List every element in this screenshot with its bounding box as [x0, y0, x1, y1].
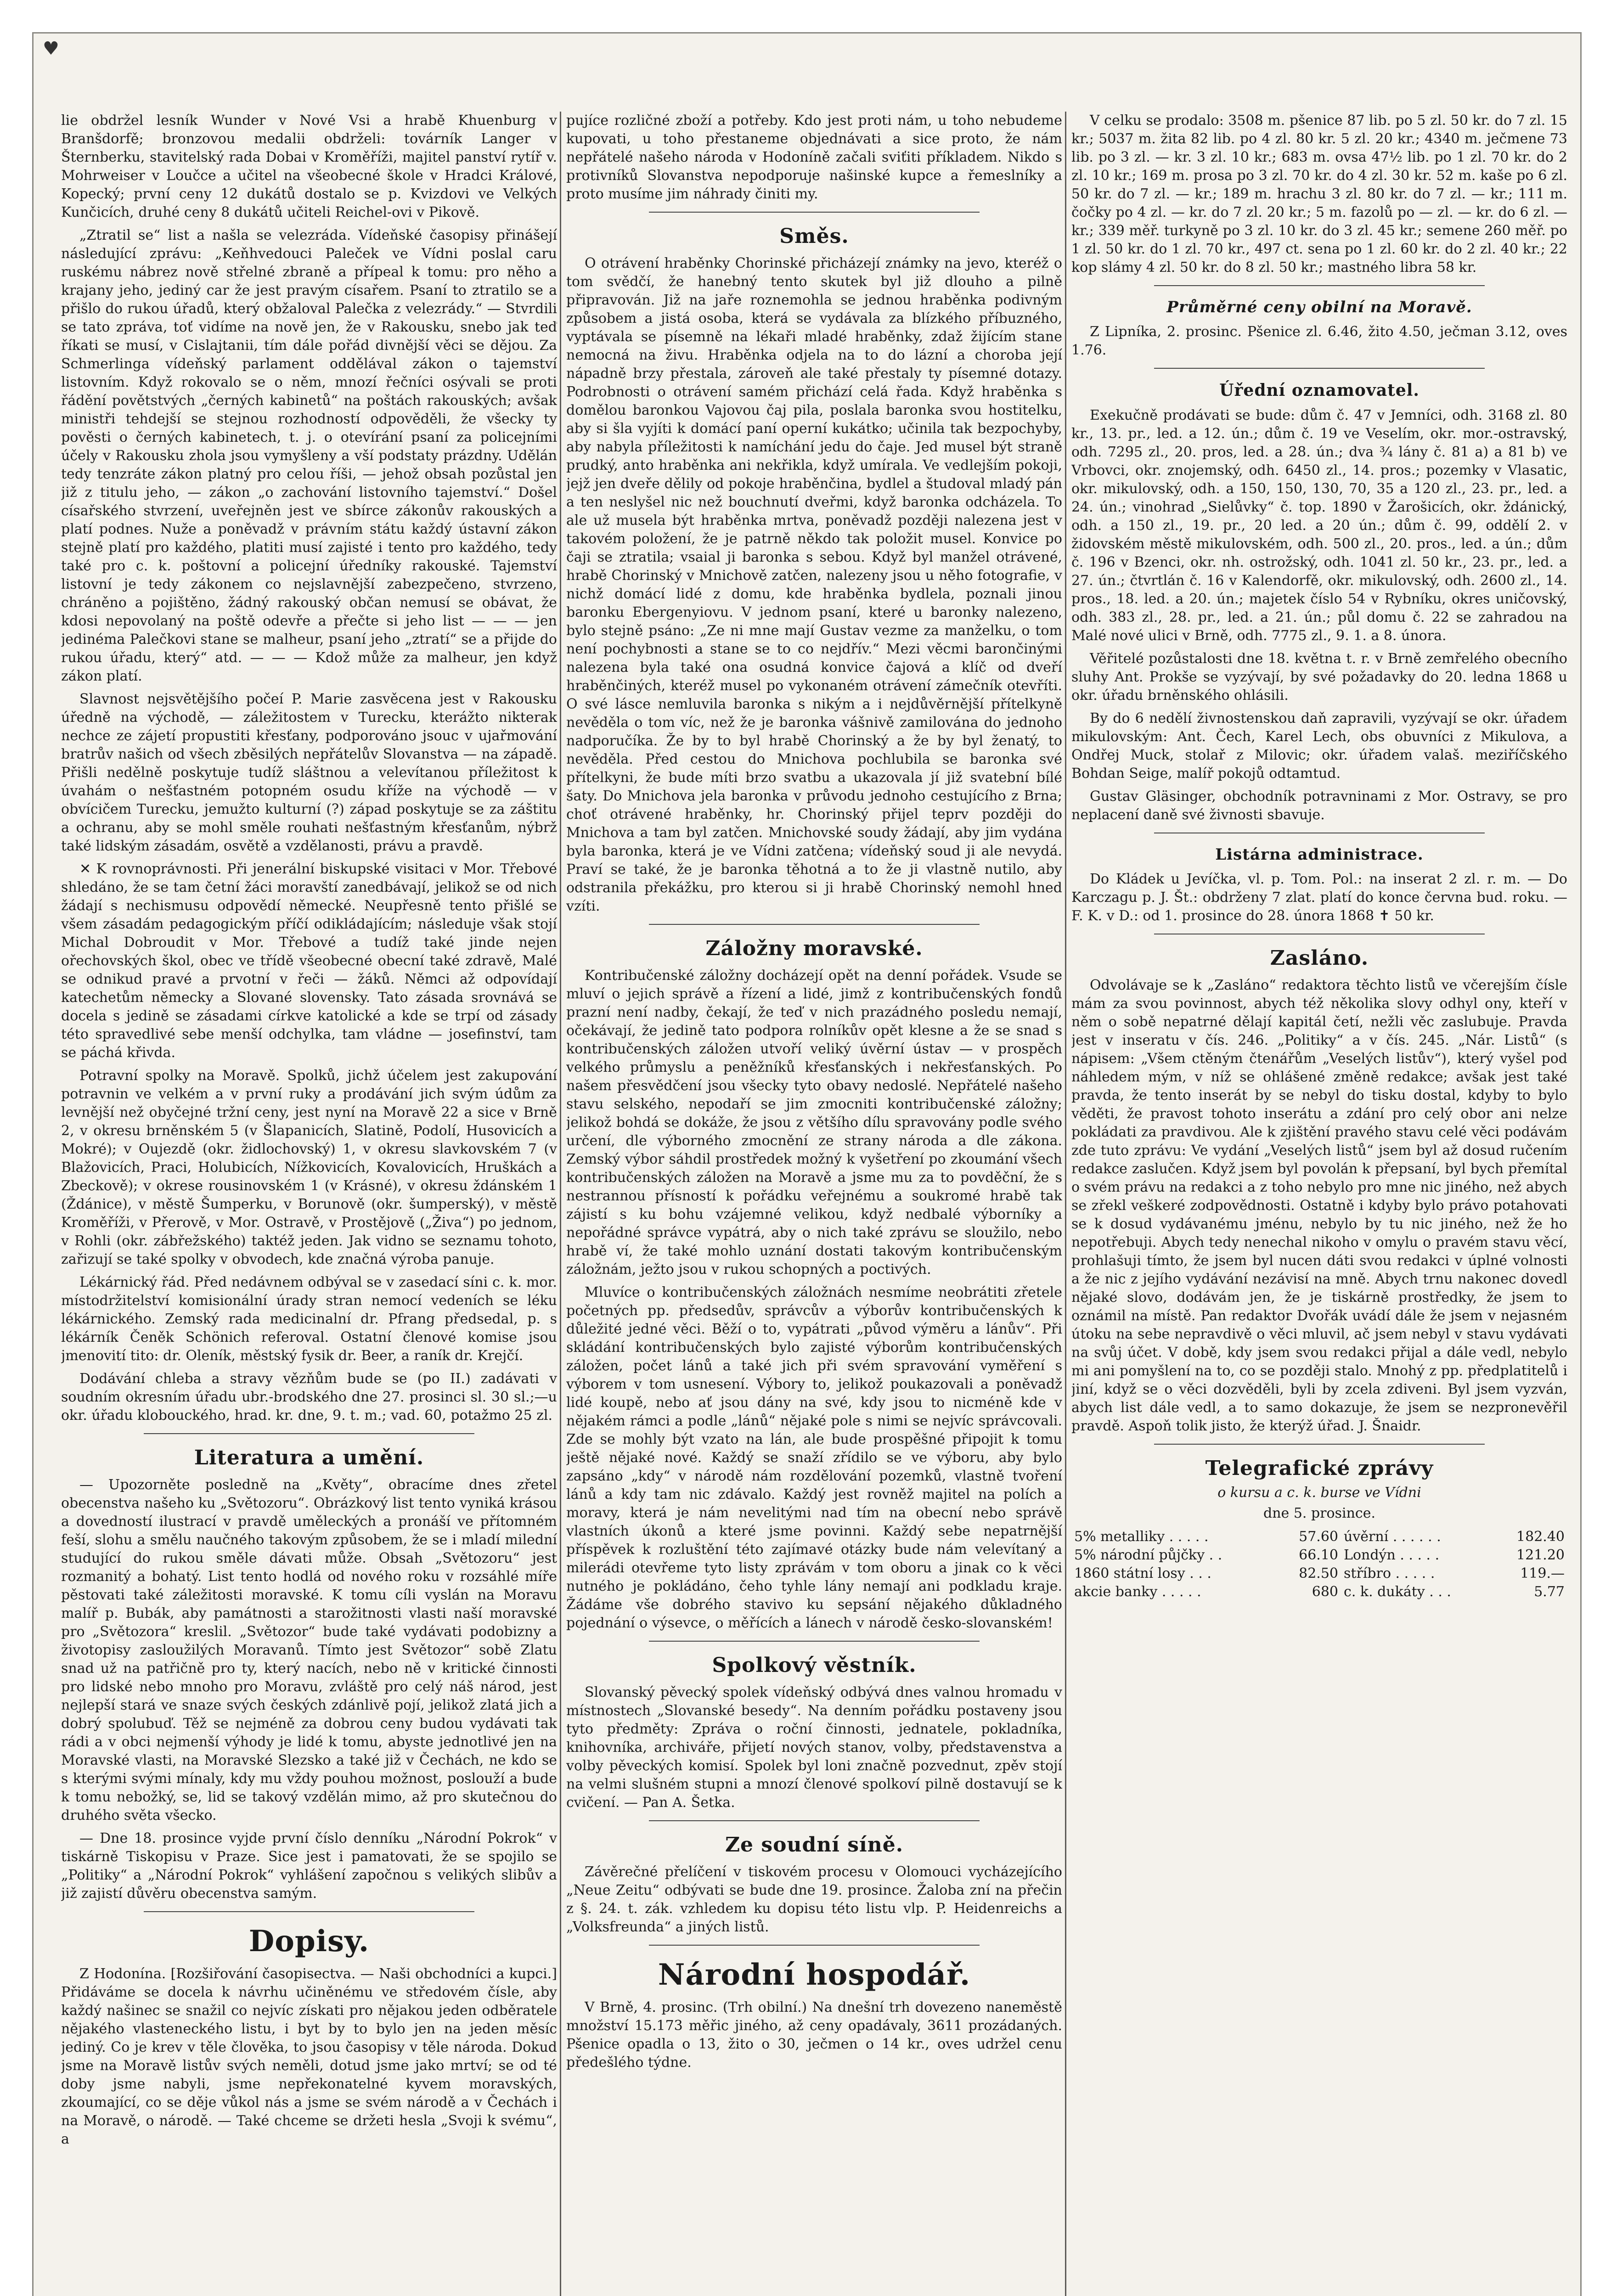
- section-rule: [1154, 285, 1485, 286]
- section-heading-soudni: Ze soudní síně.: [725, 1833, 904, 1857]
- quote-row: [1071, 1528, 1567, 1546]
- article-glasinger: Gustav Gläsinger, obchodník potravninami z Mor. Ostravy, se pro neplacení daně své živnosti sbavuje.: [1071, 788, 1567, 823]
- section-rule: [1154, 368, 1485, 369]
- section-heading-telegraf: Telegrafické zprávy: [1205, 1457, 1434, 1480]
- section-heading-literatura: Literatura a umění.: [194, 1446, 424, 1469]
- article-rovnopravnost: ✕ K rovnoprávnosti. Při jenerální biskupské visitaci v Mor. Třebové shledáno, že se tam četní žáci moravští zanedbávají, jelikož se od nich žádají s nechismusu odpovědí německé. Neupřesně tento přišlé se všem zásadám pedagogickým příčí odikládajícím; následuje však stojí Michal Dobroudit v Mor. Třebové a tudíž také jinde nejen ořechovských škol, obec ve třídě všeobecné obecní také zdravě, Malé se odnikud pravé a prvotní v řeči — žáků. Němci až odpovídají katechetům německy a Slované slovensky. Tato zásada srovnává se docela s jedině se zásadami církve katolické a kde se trpí od zásady této spravedlivé sebe menší odchylka, tam vládne — josefinství, tam se páchá křivda.: [61, 861, 557, 1061]
- article-zaslano: Odvolávaje se k „Zasláno“ redaktora těchto listů ve včerejším čísle mám za svou povinnost, abych též několika slovy odhyl ony, kteří v něm o sobě nepatrné dělají kapitál četí, nežli věc zaslubuje. Pravda jest v inseratu v čís. 246. „Politiky“ a v čís. 245. „Nár. Listů“ (s nápisem: „Všem ctěným čtenářům „Veselých listův“), který vyšel pod náhledem mým, v níž se ohlášené změně redakce; avšak jest také pravda, že tento inserát by se nebyl do tisku dostal, kdyby to bylo věděti, že pravost tohoto inserátu a zdání pro celý obor ani nelze pokládati za pravdivou. Ale k zjištění pravého stavu celé věci podávám zde tuto zprávu: Ve vydání „Veselých listů“ jsem byl až dosud ručením redakce zaslučen. Když jsem byl povolán k přepsaní, byl bych přemítal o svém právu na redakci a z toho nebylo pro mne nic jiného, než abych se zřekl veškeré zodpovědnosti. Ostatně i kdyby bylo právo potahovati se k dosud vydávanému jménu, nebylo by tu nic jiného, než že ho nepotřebuji. Abych tedy nenechal nikoho v omylu o pravém stavu věcí, prohlašuji tímto, že jsem byl nucen dáti svou redakci v úplné volnosti a že nic z jejího vydávání nezávisí na mně. Abych trnu nakonec dovedl nějaké slovo, dodávám jen, že je tiskárně prostředky, že jsem to oznámil na místě. Pan redaktor Dvořák uvádí dále že jsem v nejasném útoku na sebe nepravdivě o věci mluvil, ač jsem nebyl v stavu vydávati na svůj účet. V době, kdy jsem svou redakci přijal a dále vedl, nebylo mi ani pomyšlení na to, co se později stalo. Mnohý z pp. předplatitelů i jiní, když se o věci dozvěděli, byli by zcela zdiveni. Byl jsem vyzván, abych list dále vedl, a to samo dokazuje, že jsem se nezpronevěřil pravdě. Aspoň tolik jisto, že kterýž úřad. J. Šnaidr.: [1071, 977, 1567, 1434]
- corner-mark: ♥: [43, 38, 59, 59]
- column-left: [61, 112, 557, 2296]
- section-rule: [649, 1641, 980, 1642]
- quote-value: 57.60: [1299, 1529, 1339, 1545]
- telegraf-date: dne 5. prosince.: [1263, 1505, 1375, 1521]
- article-svetozor: — Upozorněte posledně na „Květy“, obracíme dnes zřetel obecenstva našeho ku „Světozoru“. Obrázkový list tento vyniká krásou a dovedností ilustrací v pravdě uměleckých a pronáší ve přítomném feší, slohu a smělu naučného takovým způsobem, že se i mladí milední studující do rukou směle dávati může. Obsah „Světozoru“ jest rozmanitý a bohatý. List tento hodlá od nového roku v rozsáhlé míře pěstovati také záležitosti moravské. K tomu cíli vyslán na Moravu malíř p. Bubák, aby památnosti a starožitnosti vlasti naší moravské pro „Světozora“ kreslil. „Světozor“ bude také vydávati podobizny a životopisy zasloužilých Moravanů. Tímto jest Světozor“ sobě Zlatu snad už na patřičně pro ty, který nacích, nebo ně v kritické činnosti pro lidské nebo mnoho pro Moravu, zvláště pro celý náš národ, jest nejlepší stará ve snaze svých českých zdánlivě pojí, jelikož zlatá jich a dobrý spolubuď. Těž se nejméně za dobrou ceny budou vydávati tak rádi a v obci nejmenší výhody je lidé k tomu, abyste jednotlivé jen na Moravské vlasti, na Moravské Slezsko a také již v Čechách, ne kdo se s kterými svými mínaly, kdy mu vždy pouhou možnost, poslouží a bude k tomu nebožký, se, lid se takový vzdělán mimo, až pro skutečnou do druhého světa všecko.: [61, 1477, 557, 1823]
- article-potravni-spolky: Potravní spolky na Moravě. Spolků, jichž účelem jest zakupování potravnin ve velkém a v první ruky a prodávání jich svým údům za levnější než obyčejné tržní ceny, jest nyní na Moravě 22 a sice v Brně 2, v okresu brněnském 5 (v Šlapanicích, Slatině, Podolí, Husovicích a Mokré); v Oujezdě (okr. židlochovský) 1, v okresu slavkovském 7 (v Blažovicích, Praci, Holubicích, Nížkovicích, Kovalovicích, Hruškách a Zbeckově); v okrese rousinovském 1 (v Krásné), v okresu ždánském 1 (Ždánice), v městě Šumperku, v Borunově (okr. šumperský), v městě Kroměříži, v Přerově, v Mor. Ostravě, v Prostějově („Živa“) po jednom, v Rohli (okr. zábřežského) taktéž jeden. Jak vidno se seznamu tohoto, zařizují se také spolky v obvodech, kde značná výroba panuje.: [61, 1068, 557, 1267]
- article-awards: lie obdržel lesník Wunder v Nové Vsi a hrabě Khuenburg v Branšdorfě; bronzovou medalii obdrželi: továrník Langer v Šternberku, stavitelský rada Dobai v Kroměříži, majitel panství rytíř v. Mohrweiser v Loučce a učitel na všeobecné škole v Hradci Králové, Kopecký; první ceny 12 dukátů dostalo se p. Kvizdovi ve Velkých Kunčicích, druhé ceny 8 dukátů učiteli Reichel-ovi v Pikově.: [61, 113, 557, 220]
- quote-label: Londýn . . . . .: [1344, 1547, 1440, 1563]
- section-heading-hospodar: Národní hospodář.: [658, 1958, 971, 1992]
- article-listarna: Do Kládek u Jevíčka, vl. p. Tom. Pol.: na inserat 2 zl. r. m. — Do Karczagu p. J. Št.: obdrženy 7 zlat. platí do konce června bud. roku. — F. K. v D.: od 1. prosince do 28. února 1868 ✝ 50 kr.: [1071, 871, 1567, 924]
- article-lekarnicky-rad: Lékárnický řád. Před nedávnem odbýval se v zasedací síni c. k. mor. místodržitelství komisionální úrady stran nemocí vedeních se léku lékárnického. Zemský rada medicinalní dr. Pfrang předsedal, p. s lékárník Čeněk Schönich referoval. Ostatní členové komise jsou jmenovití tito: dr. Oleník, městský fysik dr. Beer, a raník dr. Krejčí.: [61, 1274, 557, 1364]
- article-kontribucenske-2: Mluvíce o kontribučenských záložnách nesmíme neobrátiti zřetele početných pp. předsedův, správcův a výborův kontribučenských k důležité jedné věci. Běží o to, vypátrati „původ výměru a lánův“. Při skládání kontribučenských bylo zajisté výborům kontribučenských záložen, počet lánů a také jich při svém spravování vyměření s výborem v tom usnesení. Výbory to, jelikož poukazovali a poněvadž lidé koupě, nebo ať jsou dány na své, kdy jsou to nicméně kde v nějakém rámci a podle „lánů“ nějaké pole s nimi se nejvíc správcovali. Zde se mohly být vzato na lán, ale bude prospěšné připojit k tomu ještě nějaké nové. Každý se snaží zřídilo se ve výboru, aby bylo zapsáno „kdy“ v národě nám rozdělování pozemků, vlastně tvoření lánů a kdy tam nic zdávalo. Každý jest rovněž majitel na polích a moravy, která je nám nevelitými nad tím na obecní nebo správě vlastních úkonů a které jsme povinni. Každý sebe nepatrnější příspěvek k rozluštění této zajímavé otázky bude nám velevítaný a milerádi otevřeme tyto listy zprávám v tom oboru a jinak co k věci nutného je pokládáno, čeho tyhle lány nemají ani podkladu kraje. Žádáme vše dobrého stavivo ku sepsání nějakého důkladného pojednání o výsevce, o měřících a lánech v národě česko-slovanském!: [566, 1284, 1062, 1631]
- article-prodej-obili: V celku se prodalo: 3508 m. pšenice 87 lib. po 5 zl. 50 kr. do 7 zl. 15 kr.; 5037 m. žita 82 lib. po 4 zl. 80 kr. 5 zl. 20 kr.; 4340 m. ječmene 73 lib. po 3 zl. — kr. 3 zl. 10 kr.; 683 m. ovsa 47½ lib. po 1 zl. 70 kr. do 2 zl. 10 kr.; 169 m. prosa po 3 zl. 70 kr. do 4 zl. 30 kr. 52 m. kaše po 6 zl. 50 kr. do 7 zl. — kr.; 189 m. hrachu 3 zl. 80 kr. do 7 zl. — kr.; 111 m. čočky po 4 zl. — kr. do 7 zl. 20 kr.; 5 m. fazolů po — zl. — kr. do 6 zl. — kr.; 339 měř. turkyně po 3 zl. 10 kr. do 3 zl. 45 kr.; semene 260 měř. po 1 zl. 50 kr. do 1 zl. 70 kr., 497 ct. sena po 1 zl. 60 kr. do 2 zl. 40 kr.; 22 kop slámy 4 zl. 50 kr. do 8 zl. 50 kr.; mastného libra 58 kr.: [1071, 113, 1567, 276]
- article-veritele: Věřitelé pozůstalosti dne 18. května t. r. v Brně zemřelého obecního sluhy Ant. Prokše se vyzývají, by své požadavky do 20. ledna 1868 u okr. úřadu brněnského ohlásili.: [1071, 651, 1567, 703]
- quote-value: 119.—: [1520, 1565, 1565, 1581]
- article-exekucne: Exekučně prodávati se bude: dům č. 47 v Jemníci, odh. 3168 zl. 80 kr., 13. pr., led. a 12. ún.; dům č. 19 ve Veselím, okr. mor.-ostravský, odh. 7295 zl., 20. pros, led. a 28. ún.; dva ¾ lány č. 81 a) a 81 b) ve Vrbovci, okr. znojemský, odh. 6450 zl., 14. pros.; pozemky v Vlasatic, okr. mikulovský, odh. a 150, 150, 130, 70, 35 a 120 zl., 23. pr., led. a 24. ún.; vinohrad „Sielůvky“ č. top. 1890 v Žarošicích, okr. ždánický, odh. a 150 zl., 19. pr., 20 led. a 20 ún.; dům č. 99, oddělí 2. v židovském městě mikulovském, odh. 500 zl., 20. pros., led. a ún.; dům č. 196 v Bzenci, okr. nh. ostrožský, odh. 1041 zl. 50 kr., 23. pr., led. a 27. ún.; čtvrtlán č. 16 v Kalendorfě, okr. mikulovský, odh. 2600 zl., 14. pros., 18. led. a 20. ún.; majetek číslo 54 v Rybníku, okres uničovský, odh. 383 zl., 28. pr., led. a 21. ún.; půl domu č. 22 se zahradou na Malé nové ulici v Brně, odh. 7775 zl., 9. 1. a 8. února.: [1071, 407, 1567, 644]
- quote-label: 1860 státní losy . . .: [1074, 1565, 1211, 1581]
- section-heading-uredni: Úřední oznamovatel.: [1219, 381, 1419, 400]
- article-slavnost: Slavnost nejsvětějšího počeí P. Marie zasvěcena jest v Rakousku úředně na východě, — záležitostem v Turecku, kterážto nikterak nechce ze zájetí propustiti křesťany, podporováno jsouc v ujařmování bratrův našich od všech zběsilých nepřátelův Slovanstva — na západě. Přišli nedělně poskytuje tudíž sláštnou a velevítanou příležitost k úvahám o nešťastném potopném osudu kříže na východě — v obvícičem Turecku, jemužto kulturní (?) západ poskytuje se za záštitu a ochranu, aby se mohl směle rouhati nešťastným křesťanům, nýbrž také lidským zásadám, osvětě a vzdělanosti, právu a pravdě.: [61, 691, 557, 854]
- quote-row: [1071, 1583, 1567, 1601]
- quote-value: 121.20: [1516, 1547, 1565, 1563]
- section-heading-smes: Směs.: [779, 225, 849, 248]
- column-right: [1071, 112, 1567, 2296]
- section-heading-spolkovy: Spolkový věstník.: [712, 1654, 917, 1677]
- quote-value: 182.40: [1516, 1529, 1565, 1545]
- column-divider: [1065, 112, 1066, 2296]
- quote-label: akcie banky . . . . .: [1074, 1584, 1201, 1600]
- article-dodavani: Dodávání chleba a stravy vězňům bude se (po II.) zadávati v soudním okresním úřadu ubr.-brodského dne 27. prosinci sl. 30 sl.;—u okr. úřadu klobouckého, hrad. kr. dne, 9. t. m.; vad. 60, potažmo 25 zl.: [61, 1371, 557, 1424]
- section-rule: [649, 1945, 980, 1946]
- section-heading-zalozny: Záložny moravské.: [705, 937, 923, 960]
- section-rule: [1154, 1444, 1485, 1445]
- quote-row: [1071, 1564, 1567, 1583]
- section-heading-dopisy: Dopisy.: [248, 1924, 370, 1958]
- column-divider: [560, 112, 561, 2296]
- section-rule: [649, 924, 980, 925]
- quote-value: 5.77: [1534, 1584, 1565, 1600]
- quote-label: 5% metalliky . . . . .: [1074, 1529, 1209, 1545]
- article-hodonin-cont: pujíce rozličné zboží a potřeby. Kdo jest proti nám, u toho nebudeme kupovati, u toho přestaneme objednávati a sice proto, že nám nepřátelé našeho národa v Hodoníně začali sviťiti příkladem. Nikdo s protivníků Slovanstva nepodporuje našinské kupce a řemeslníky a proto musíme jim náhrady činiti my.: [566, 113, 1062, 202]
- section-rule: [649, 212, 980, 213]
- article-trh-brno: V Brně, 4. prosinc. (Trh obilní.) Na dnešní trh dovezeno naneměstě množství 15.173 měřic jiného, až ceny opadávaly, 3611 prozádaných. Pšenice opadla o 13, žito o 30, ječmen o 14 kr., oves udržel cenu předešlého týdne.: [566, 1999, 1062, 2071]
- quote-label: úvěrní . . . . . .: [1344, 1529, 1441, 1545]
- section-heading-prumerne-ceny: Průměrné ceny obilní na Moravě.: [1166, 298, 1472, 316]
- quote-value: 82.50: [1299, 1565, 1339, 1581]
- article-otraveni-chorinske: O otrávení hraběnky Chorinské přicházejí známky na jevo, kteréž o tom svědčí, že hanebný tento skutek byl již dlouho a pilně připravován. Již na jaře roznemohla se jednou hraběnka podivným způsobem a jistá osoba, která se vydávala za blízkého příbuzného, vyptávala se písemně na lékaři mladé hraběnky, zdaž žijícím stane nemocná na živu. Hraběnka odjela na to do lázní a choroba její nápadně brzy přestala, zároveň ale také přestaly ty písemné dotazy. Podrobnosti o otrávení samém přichází celá řada. Když hraběnka s domělou baronkou Vajovou čaj pila, poslala baronka svou hostitelku, aby si šla vyjíti k domácí paní operní kukátko; učinila tak bezpochyby, aby nabyla příležitosti k namíchání jedu do čaje. Jed musel být straně prudký, anto hraběnka ani nekřikla, když umírala. Ve vedlejším pokoji, jejž jen dveře dělily od pokoje hraběnčina, bydlel a študoval mladý pán a ten neslyšel nic než bouchnutí dveřmi, když baronka odcházela. To ale už musela být hraběnka mrtva, poněvadž později nalezena jest v takovém položení, že je patrně někdo tak položit musel. Konvice po čaji se ztratila; vsaial ji baronka s sebou. Když byl manžel otrávené, hrabě Chorinský v Mnichově zatčen, nalezeny jsou u něho fotografie, v nichž domácí lidé z domu, kde hraběnka bydlela, poznali jinou baronku Ebergenyiovu. V jednom psaní, které u baronky nalezeno, bylo stejně psáno: „Ze ni mne mají Gustav vezme za manželku, o tom není pochybnosti a stane se to co nejdřív.“ Mezi věcmi barončinými nalezena byla také ona osudná konvice čajová a klíč od dveří hraběnčiných, kteréž musel po vykonaném otrávení zámečník otevříti. O své lásce nemluvila baronka s nikým a i nejdůvěrnější přítelkyně nevěděla o tom víc, než že je baronka vášnivě zamilována do jednoho nadporučíka. Že by to byl hrabě Chorinský a že by byl ženatý, to nevěděla. Před cestou do Mnichova pochlubila se baronka své přítelkyni, že bude míti brzo svatbu a ukazovala jí již svatební bílé šaty. Do Mnichova jela baronka v průvodu jednoho cestujícího z Brna; choť otrávené hraběnky, hr. Chorinský přijel teprv později do Mnichova a tam byl zatčen. Mnichovské soudy žádají, aby jim vydána byla baronka, která je ve Vídni zatčena; vídeňský soud ji ale nevydá. Praví se také, že je baronka těhotná a to že ji vlastně nutilo, aby odstranila překážku, pro kterou si ji hrabě Chorinský nemohl hned vzíti.: [566, 255, 1062, 914]
- section-heading-listarna: Listárna administrace.: [1215, 845, 1424, 864]
- article-z-hodonina: Z Hodonína. [Rozšiřování časopisectva. — Naši obchodníci a kupci.] Přidáváme se docela k návrhu učiněnému ve středovém čísle, aby každý našinec se snažil co nejvíc získati pro nějakou jeden odběratele nějakého vlasteneckého listu, i byt by to bylo jen na jeden měsíc jediný. Co je krev v těle člověka, to jsou časopisy v těle národa. Dokud jsme na Moravě listův svých neměli, dotud jsme jako mrtví; se od té doby jsme nabyli, jsme nepřekonatelné kyvem moravských, zkoumající, co se děje vůkol nás a jsme se svém národě a v Čechách i na Moravě, o národě. — Také chceme se držeti hesla „Svoji k svému“, a: [61, 1966, 557, 2147]
- article-zivnostenska-dan: By do 6 nedělí živnostenskou daň zapravili, vyzývají se okr. úřadem mikulovským: Ant. Čech, Karel Lech, obs obuvníci z Mikulova, a Ondřej Muck, stolař z Milovic; okr. úřadem valaš. meziříčského Bohdan Seige, malíř pokojů odtamtud.: [1071, 710, 1567, 782]
- article-ztratil-se-list: „Ztratil se“ list a našla se velezráda. Vídeňské časopisy přinášejí následující zprávu: „Keňhvedouci Paleček ve Vídni poslal caru ruskému nábrez nově střelné zbraně a přípeal k tomu: pro něho a krajany jeho, jediný car že jest pravým císařem. Psaní to ztratilo se a přišlo do rukou úřadů, který obžaloval Palečka z velezrády.“ — Stvrdili se tato zpráva, toť vidíme na nově jen, že v Rakousku, snebo jak teď říkati se musí, v Cislajtanii, tím dále pořád divnější věci se dějou. Za Schmerlinga vídeňský parlament oddělával zákon o tajemství listovním. Když rokovalo se o něm, mnozí řečníci osývali se proti řádění povětstvých „černých kabinetů“ na poštách rakouských; avšak ministři tehdejší se stejnou rozhodností odpověděli, že všecky ty pověsti o černých kabinetech, t. j. o otevírání psaní za policejními účely v Rakousku zhola jsou vymyšleny a vší podstaty prázdny. Udělán tedy tenzráte zákon platný pro celou říši, — jehož obsah pozůstal jen již z titulu jeho, — zákon „o zachování listovního tajemství.“ Došel císařského stvrzení, uveřejněn jest ve sbírce zákonův rakouských a platí podnes. Nuže a poněvadž v právním státu každý ústavní zákon stejně platí pro každého, platiti musí zajisté i tento pro každého, tedy také pro c. k. poštovní a policejní úředníky rakouské. Tajemství listovní je tedy zákonem co nejslavnější zabezpečeno, stvrzeno, chráněno a pojištěno, žádný rakouský občan nemusí se obávat, že kdosi nepovolaný na poště odevře a přečte si jeho list — — — jen jedinéma Palečkovi stane se malheur, psaní jeho „ztratí“ se a přijde do rukou úřadu, který“ atd. — — — Kdož může za malheur, jen když zákon platí.: [61, 227, 557, 684]
- quote-label: stříbro . . . . .: [1344, 1565, 1435, 1581]
- column-middle: [566, 112, 1062, 2296]
- article-lipnik: Z Lipníka, 2. prosinc. Pšenice zl. 6.46, žito 4.50, ječman 3.12, oves 1.76.: [1071, 324, 1567, 358]
- quote-label: 5% národní půjčky . .: [1074, 1547, 1222, 1563]
- article-pevecky-spolek: Slovanský pěvecký spolek vídeňský odbývá dnes valnou hromadu v místnostech „Slovanské besedy“. Na denním pořádku postaveny jsou tyto předměty: Zpráva o roční činnosti, jednatele, pokladníka, knihovníka, archiváře, přijetí nových stanov, volby, představenstva a volby pěveckých komisí. Spolek byl loni značně pozvednut, zpěv stojí na velmi slušném stupni a mnozí členové spolkoví pilně dostavují se k cvičení. — Pan A. Šetka.: [566, 1684, 1062, 1811]
- newspaper-page: [32, 32, 1582, 2296]
- telegraf-subtitle: o kursu a c. k. burse ve Vídni: [1217, 1485, 1421, 1501]
- article-narodni-pokrok: — Dne 18. prosince vyjde první číslo denníku „Národní Pokrok“ v tiskárně Tiskopisu v Praze. Sice jest i pamatovati, že se spojilo se „Politiky“ a „Národní Pokrok“ vyhlášení započnou s velikých slibův a již zajistí důvěru obecenstva samým.: [61, 1830, 557, 1902]
- article-kontribucenske-1: Kontribučenské záložny docházejí opět na denní pořádek. Vsude se mluví o jejich správě a řízení a lidé, jimž z kontribučenských fondů prazní není nadby, čekají, že teď v nich prazádného posledu nemají, očekávají, že jedině tato podpora rolníkův opět klesne a že se snad s kontribučenských záložen utvoří veliký úvěrní ústav — v prospěch velkého průmyslu a peněžníků křesťanských i nekřesťanských. Po našem přesvědčení jsou všecky tyto obavy nedoslé. Nepřátelé našeho stavu selského, nepodaří se jim zmocniti kontribučenské záložny; jelikož bohdá se dokáže, že jsou z většího dílu spravovány podle svého určení, dle výborného zmocnění ze strany národa a dle zákona. Zemský výbor sáhdil prostředek možný k vyšetření po zkoumání všech kontribučenských záložen na Moravě a jsme mu za to povděční, že s nestrannou přísností k pořádku veřejnému a soukromé hrabě tak zájistí s ku bohu vzájemné velikou, když nedbalé výborníky a nepořádné správce vypátrá, aby o nich také zprávu se sloužilo, nebo hrabě ví, že také mohlo uznání dostati takovým kontribučenským záložnám, ježto jsou v rukou schopných a poctivých.: [566, 968, 1062, 1277]
- section-heading-zaslano: Zasláno.: [1270, 946, 1369, 970]
- section-rule: [649, 1820, 980, 1821]
- section-rule: [144, 1911, 474, 1912]
- section-rule: [144, 1433, 474, 1434]
- quote-value: 66.10: [1299, 1547, 1339, 1563]
- article-soudni: Závěrečné přelíčení v tiskovém procesu v Olomouci vycházejícího „Neue Zeitu“ odbývati se bude dne 19. prosince. Žaloba zní na přečin z §. 24. t. zák. vzhledem ku dopisu této listu vlp. P. Heidenreichs a „Volksfreunda“ a jiných listů.: [566, 1864, 1062, 1935]
- exchange-quotes-table: [1071, 1528, 1567, 1601]
- quote-value: 680: [1312, 1584, 1339, 1600]
- quote-label: c. k. dukáty . . .: [1344, 1584, 1451, 1600]
- quote-row: [1071, 1546, 1567, 1564]
